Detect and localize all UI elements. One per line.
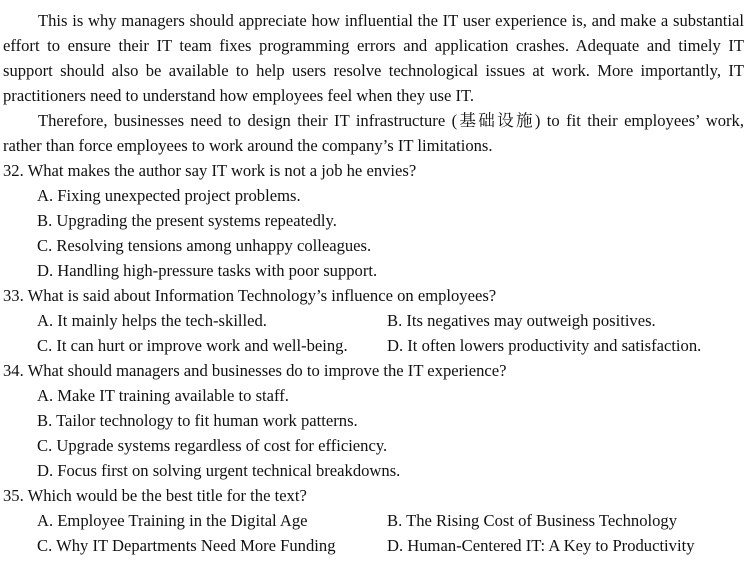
question-33-option-d: D. It often lowers productivity and satisfaction.: [387, 336, 702, 355]
question-32-option-c: C. Resolving tensions among unhappy colleagues.: [37, 236, 372, 255]
question-32-option-b: B. Upgrading the present systems repeatedly.: [37, 211, 337, 230]
question-33-stem: 33. What is said about Information Technology’s influence on employees?: [3, 286, 497, 305]
question-34-option-c: C. Upgrade systems regardless of cost for efficiency.: [37, 436, 388, 455]
question-33-option-c: C. It can hurt or improve work and well-being.: [37, 336, 348, 355]
question-34-option-a: A. Make IT training available to staff.: [37, 386, 289, 405]
question-35-option-d: D. Human-Centered IT: A Key to Productivity: [387, 536, 695, 555]
question-35-stem: 35. Which would be the best title for the text?: [3, 486, 307, 505]
question-35-option-c: C. Why IT Departments Need More Funding: [37, 536, 336, 555]
question-34-option-b: B. Tailor technology to fit human work patterns.: [37, 411, 358, 430]
question-32-option-d: D. Handling high-pressure tasks with poor support.: [37, 261, 378, 280]
question-33-option-a: A. It mainly helps the tech-skilled.: [37, 311, 267, 330]
passage-paragraph-1: This is why managers should appreciate how influential the IT user experience is, and make a substantial effort to ensure their IT team fixes programming errors and application crashes. Adequate and timely IT support should also be available to help users resolve technological issues at work. More importantly, IT practitioners need to understand how employees feel when they use IT.: [3, 11, 744, 105]
question-32-stem: 32. What makes the author say IT work is not a job he envies?: [3, 161, 417, 180]
question-33-option-b: B. Its negatives may outweigh positives.: [387, 311, 656, 330]
question-34-stem: 34. What should managers and businesses do to improve the IT experience?: [3, 361, 507, 380]
question-35-option-b: B. The Rising Cost of Business Technology: [387, 511, 678, 530]
passage-paragraph-2: Therefore, businesses need to design their IT infrastructure (基础设施) to fit their employees’ work, rather than force employees to work around the company’s IT limitations.: [3, 111, 744, 155]
question-35-option-a: A. Employee Training in the Digital Age: [37, 511, 308, 530]
question-34-option-d: D. Focus first on solving urgent technical breakdowns.: [37, 461, 401, 480]
question-32-option-a: A. Fixing unexpected project problems.: [37, 186, 301, 205]
